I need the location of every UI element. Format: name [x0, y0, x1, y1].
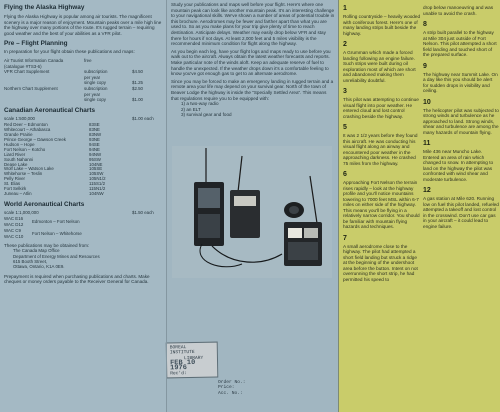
chart-row: Red Deer – Edmonton 83SE: [4, 122, 100, 128]
gear-item: 2) an ELT: [181, 106, 201, 112]
vnc-scale-row: scale 1:500,000 $1.00 each: [4, 115, 154, 121]
stamp-library: LIBRARY: [183, 355, 204, 361]
caption-number: 6: [343, 171, 347, 178]
brochure-title: Flying the Alaska Highway: [4, 4, 85, 11]
chart-row: St. Elias 115S1/2: [4, 181, 106, 187]
chart-row: Fort Selkirk 115N1/2: [4, 186, 106, 192]
caption-text: This pilot was attempting to continue visual flight into poor weather. He entered cloud and lost control crashing beside the highway.: [343, 97, 419, 119]
publication-row: per year: [84, 91, 101, 97]
caption-column-left: [343, 0, 421, 282]
chart-row: South Nahanni 95SW: [4, 156, 101, 162]
caption-number: 9: [423, 62, 427, 70]
publication-row: per year: [84, 74, 101, 80]
caption-text: The highway near Summit Lake. On a day like this you should be alert for sudden drops in visibility and ceiling.: [423, 71, 498, 93]
caption-number: 7: [343, 234, 347, 242]
chart-row: Hudson – Hope 94SE: [4, 141, 100, 147]
caption-text: The helicopter pilot was subjected to strong winds and turbulence as he approached to land. Strong winds, shear and turbulence are among the many hazards of mountain flying.: [423, 107, 499, 135]
stamp-acc: Acc. No.:: [218, 390, 243, 396]
caption-number: 3: [343, 88, 347, 95]
address-line: Department of Energy Mines and Resources: [13, 253, 100, 259]
caption-number: 12: [423, 187, 431, 194]
chart-row: Whitehorse – Teslin 105SW: [4, 171, 104, 177]
stamp-date: FEB 10 1976: [169, 358, 196, 373]
address-line: The Canada Map Office: [13, 248, 60, 254]
caption-text: Rolling countryside – heavily wooded with coniferous forest. Here's one of many landing strips built beside the highway.: [343, 14, 421, 36]
caption-number: 10: [423, 98, 431, 106]
caption-number: 5: [343, 124, 347, 131]
stamp-received: Rec'd:: [170, 371, 187, 377]
stamp-fields: [218, 380, 246, 396]
chart-row: Grande Prairie 83NW: [4, 132, 102, 138]
caption-text: A Grumman which made a forced landing following an engine failure. Such strips were built during oil exploration most of which are short and abandoned making them unreliability doubtful.: [343, 50, 416, 83]
chart-row: Fort Nelson – Kotcho 94NE: [4, 146, 100, 152]
address-line: Ottawa, Ontario, K1A 0E9.: [13, 264, 65, 270]
chart-row: Juneau – Atlin 104NW: [4, 191, 104, 196]
intro-text: Flying the Alaska Highway is popular among air tourists. The magnificent scenery is a major reason of enjoyment. Mountain peaks over a mile high line the highway over many portions of the route. It's rugged terrain – requiring good weather and the best of your abilities as a VFR pilot.: [4, 14, 162, 36]
caption-number: 11: [423, 140, 431, 147]
caption-number: 1: [343, 5, 347, 12]
panel-left: [0, 0, 166, 412]
chart-row: Liard River 94NW: [4, 151, 102, 157]
preflight-text: In preparation for your flight obtain these publications and maps:: [4, 49, 135, 55]
body-paragraph: As you begin each leg, have your flight logs and maps ready to use before you walk out to the aircraft. Always obtain the latest weather forecasts and reports. Make particular note of the winds aloft. Keep an adequate reserve of fuel to handle the unexpected. If the weather drops down it's a comfortable feeling to know you've got enough gas to get to an alternate aerodrome.: [171, 48, 331, 77]
caption-text: A small aerodrome close to the highway. The pilot had attempted a short field landing but struck a ridge at the beginning of the undershoot area before the button. Intent on not overrunning the short strip, he had permitted his speed to: [343, 243, 418, 282]
wac-heading: World Aeronautical Charts: [4, 200, 85, 208]
caption-text: drop below manoeuvring and was unable to avoid the crash.: [423, 5, 494, 16]
publication-row: Air Tourist Information Canada free: [4, 57, 92, 63]
preflight-heading: Pre – Flight Planning: [4, 40, 68, 48]
fold-line: [166, 0, 167, 412]
caption-text: It was 2 1/2 years before they found this aircraft. He was conducting his visual flight along an airway and encountered poor weather in the approaching darkness. He crashed 75 miles from the highway.: [343, 133, 418, 166]
wac-group: WAC E16 WAC D12 Edmonton – Fort Nelson: [4, 215, 80, 227]
caption-column-right: [423, 0, 499, 229]
chart-row: Wolf Lake – Watson Lake 105SE: [4, 166, 103, 172]
vnc-heading: Canadian Aeronautical Charts: [4, 106, 96, 114]
stamp-order: Order No.:: [218, 380, 246, 385]
publication-row: single copy $1.25: [84, 80, 143, 86]
publication-row: Northern Chart Supplement subscription $2.50: [4, 85, 143, 91]
stamp-price: Price:: [218, 385, 235, 391]
library-stamp: [166, 342, 219, 379]
caption-number: 8: [423, 21, 427, 28]
caption-text: Mile 436 near Muncho Lake. Entered an area of rain which changed to snow. In attempting to land on the highway the pilot was confronted with wind shear and moderate turbulence.: [423, 149, 494, 182]
caption-text: Approaching Fort Nelson the terrain rises rapidly – look at the highway profile and you'll notice mountains towering to 7000 feet MSL within 6-7 miles on either side of the highway. This means you'll be flying in a relatively narrow corridor. You should be familiar with mountain flying hazards and techniques.: [343, 180, 420, 229]
address-line: 615 Booth Street,: [13, 258, 48, 264]
gear-item: 1) a two-way radio: [181, 101, 219, 107]
wac-group: WAC C9 WAC C10 Fort Nelson – Whitehorse: [4, 227, 82, 239]
gear-item: 3) survival gear and food: [181, 112, 232, 118]
survival-radio-photo: [172, 146, 332, 278]
body-paragraph: Study your publications and maps well before your flight. Here's where one mountain peak can look like another mountain peak. It's an interesting challenge to your navigational skills. We've shown a number of areas of potential trouble in this brochure. Aerodromes may be fewer and farther apart than what you are used to. So as you make plans for your trip give plenty of time to reach destination. Anticipate delays. Weather may easily drop below VFR and stay there for hours if not days. At least 2,000 feet and 5 miles visibility is the recommended minimum condition for flight along the highway.: [171, 2, 335, 47]
publication-row: (catalogue #TS3-6): [4, 63, 42, 69]
chart-row: Pelly River 105N1/2: [4, 176, 106, 182]
chart-row: Dease Lake 104NE: [4, 161, 103, 167]
panel-middle: [166, 0, 338, 412]
publication-row: VFR Chart Supplement subscription $4.50: [4, 69, 143, 75]
radio-equipment-image: [172, 146, 332, 278]
stamp-institute: BOREAL INSTITUTE: [169, 345, 195, 356]
caption-number: 2: [343, 41, 347, 48]
wac-scale-row: scale 1:1,000,000 $1.50 each: [4, 209, 154, 215]
prepay-text: Prepayment is required when purchasing publications and charts. Make cheques or money orders payable to the Receiver General for Canada.: [4, 273, 150, 285]
caption-text: A gas station at Mile 620. Running low on fuel this pilot landed, refueled attempted a takeoff and lost control in the crosswind. Don't use car gas in your aircraft – it could lead to engine failure.: [423, 196, 499, 229]
body-paragraph: Since you may be forced to make an emergency landing in rugged terrain and a remote area your life may depend on your survival gear. North of the town of Beaver Lodge the highway is inside the "Specially Settled Area". This means that regulations require you to be equipped with:: [171, 78, 334, 101]
caption-text: A strip built parallel to the highway at Mile 304 just outside of Fort Nelson. This pilot attempted a short field landing and touched short of the prepared surface.: [423, 30, 497, 57]
panel-right: [338, 0, 500, 412]
publication-row: single copy $1.00: [84, 97, 143, 103]
chart-row: Whitecourt – Athabasca 83NE: [4, 127, 100, 133]
obtain-text: These publications may be obtained from:: [4, 242, 90, 248]
chart-row: Prince George – Dawson Creek 93NE: [4, 137, 100, 143]
